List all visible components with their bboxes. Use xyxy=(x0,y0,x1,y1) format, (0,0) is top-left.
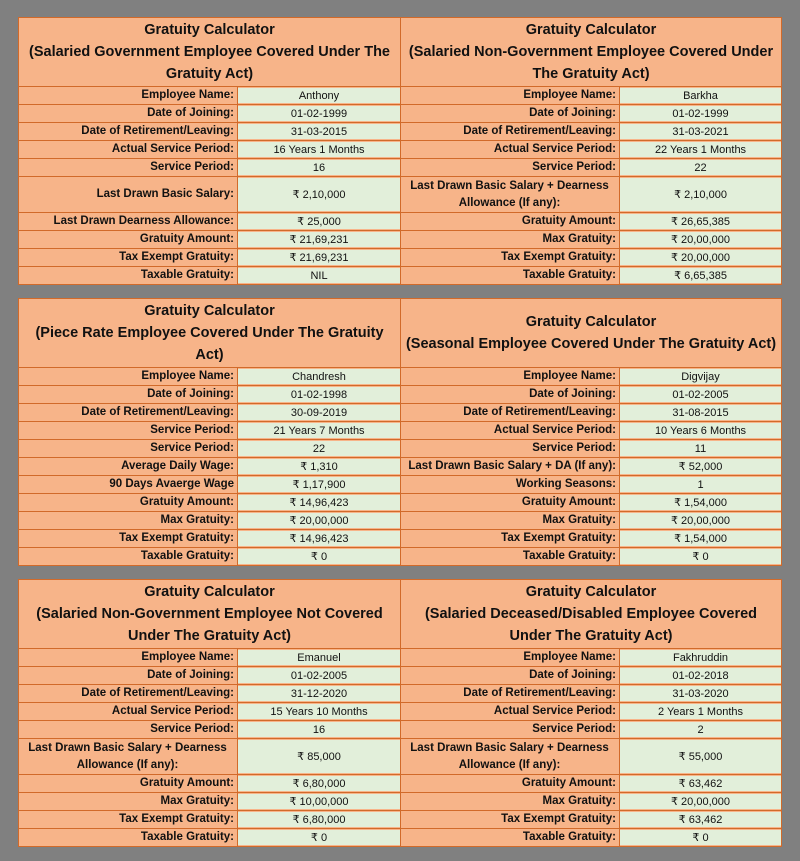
row-tax-exempt xyxy=(401,249,781,267)
label: Gratuity Amount: xyxy=(19,494,238,511)
label: Last Drawn Basic Salary + DA (If any): xyxy=(401,458,620,475)
calculator-block-2 xyxy=(18,298,782,566)
label: Tax Exempt Gratuity: xyxy=(19,530,238,547)
calc-header xyxy=(401,18,781,87)
date-of-joining-input[interactable]: 01-02-2005 xyxy=(238,668,400,683)
row-service-period xyxy=(19,159,400,177)
row-tax-exempt xyxy=(401,811,781,829)
row-date-of-joining xyxy=(401,105,781,123)
label: Date of Retirement/Leaving: xyxy=(19,123,238,140)
row-date-of-retirement xyxy=(19,123,400,141)
actual-service-period-value: 16 Years 1 Months xyxy=(238,142,400,157)
date-of-retirement-input[interactable]: 31-03-2020 xyxy=(620,686,781,701)
row-actual-service-period xyxy=(19,422,400,440)
label: Gratuity Amount: xyxy=(19,775,238,792)
gratuity-amount-value: ₹ 21,69,231 xyxy=(238,232,400,247)
row-90-days-wage xyxy=(19,476,400,494)
employee-name-input[interactable]: Barkha xyxy=(620,88,781,103)
row-gratuity-amount xyxy=(401,775,781,793)
label: Taxable Gratuity: xyxy=(401,267,620,284)
gratuity-amount-value: ₹ 1,54,000 xyxy=(620,495,781,510)
calc-subtitle: (Salaried Government Employee Covered Under The Gratuity Act) xyxy=(29,44,390,82)
service-period-value: 2 xyxy=(620,722,781,737)
ninety-days-wage-value: ₹ 1,17,900 xyxy=(238,477,400,492)
label: Taxable Gratuity: xyxy=(19,829,238,846)
label: Tax Exempt Gratuity: xyxy=(19,811,238,828)
label: Service Period: xyxy=(19,721,238,738)
label: Employee Name: xyxy=(401,87,620,104)
calc-header xyxy=(19,299,400,368)
row-date-of-retirement xyxy=(19,685,400,703)
row-max-gratuity xyxy=(401,231,781,249)
label: Taxable Gratuity: xyxy=(19,267,238,284)
calc-title: Gratuity Calculator xyxy=(525,314,657,330)
taxable-value: ₹ 0 xyxy=(238,830,400,845)
calc-title: Gratuity Calculator xyxy=(525,584,657,600)
basic-salary-input[interactable]: ₹ 2,10,000 xyxy=(620,178,781,211)
date-of-joining-input[interactable]: 01-02-2018 xyxy=(620,668,781,683)
row-date-of-joining xyxy=(19,667,400,685)
actual-service-period-value: 10 Years 6 Months xyxy=(620,423,781,438)
tax-exempt-value: ₹ 1,54,000 xyxy=(620,531,781,546)
label: Gratuity Amount: xyxy=(19,231,238,248)
row-actual-service-period xyxy=(401,703,781,721)
gratuity-amount-value: ₹ 63,462 xyxy=(620,776,781,791)
gratuity-amount-value: ₹ 26,65,385 xyxy=(620,214,781,229)
row-employee-name xyxy=(401,87,781,105)
label: Max Gratuity: xyxy=(19,793,238,810)
label: Service Period: xyxy=(19,422,238,439)
gratuity-amount-value: ₹ 14,96,423 xyxy=(238,495,400,510)
label: Date of Joining: xyxy=(19,386,238,403)
label: Date of Retirement/Leaving: xyxy=(401,685,620,702)
label: Service Period: xyxy=(19,440,238,457)
basic-salary-input[interactable]: ₹ 52,000 xyxy=(620,459,781,474)
date-of-retirement-input[interactable]: 31-12-2020 xyxy=(238,686,400,701)
row-gratuity-amount xyxy=(19,494,400,512)
taxable-value: ₹ 0 xyxy=(238,549,400,564)
label: Taxable Gratuity: xyxy=(401,548,620,565)
basic-salary-input[interactable]: ₹ 2,10,000 xyxy=(238,178,400,211)
calc-deceased-disabled xyxy=(400,580,781,846)
date-of-retirement-input[interactable]: 30-09-2019 xyxy=(238,405,400,420)
label: Max Gratuity: xyxy=(401,793,620,810)
calc-header xyxy=(19,18,400,87)
row-taxable xyxy=(19,829,400,846)
label: Gratuity Amount: xyxy=(401,494,620,511)
calc-header xyxy=(401,580,781,649)
date-of-joining-input[interactable]: 01-02-1999 xyxy=(620,106,781,121)
row-gratuity-amount xyxy=(19,231,400,249)
row-actual-service-period xyxy=(19,141,400,159)
calc-title: Gratuity Calculator xyxy=(144,584,275,600)
date-of-joining-input[interactable]: 01-02-1998 xyxy=(238,387,400,402)
actual-service-period-value: 22 Years 1 Months xyxy=(620,142,781,157)
label: Actual Service Period: xyxy=(19,703,238,720)
row-actual-service-period xyxy=(19,703,400,721)
label: Service Period: xyxy=(401,440,620,457)
row-max-gratuity xyxy=(19,512,400,530)
label: Date of Retirement/Leaving: xyxy=(401,404,620,421)
label: Service Period: xyxy=(401,159,620,176)
row-actual-service-period xyxy=(401,141,781,159)
dearness-allowance-input[interactable]: ₹ 25,000 xyxy=(238,214,400,229)
row-date-of-joining xyxy=(19,386,400,404)
label: Actual Service Period: xyxy=(401,703,620,720)
label: Last Drawn Basic Salary: xyxy=(19,177,238,212)
calc-piece-rate xyxy=(19,299,400,565)
label: Employee Name: xyxy=(19,649,238,666)
max-gratuity-value: ₹ 20,00,000 xyxy=(620,232,781,247)
calc-title: Gratuity Calculator xyxy=(525,22,657,38)
row-taxable xyxy=(401,548,781,565)
label: 90 Days Avaerge Wage xyxy=(19,476,238,493)
row-employee-name xyxy=(401,368,781,386)
calc-subtitle: (Salaried Non-Government Employee Covered Under The Gratuity Act) xyxy=(408,44,774,82)
calculator-block-3 xyxy=(18,579,782,847)
row-tax-exempt xyxy=(401,530,781,548)
row-date-of-joining xyxy=(401,667,781,685)
employee-name-input[interactable]: Anthony xyxy=(238,88,400,103)
calc-non-government-not-covered xyxy=(19,580,400,846)
row-date-of-retirement xyxy=(401,685,781,703)
max-gratuity-value: ₹ 20,00,000 xyxy=(238,513,400,528)
row-dearness-allowance xyxy=(19,213,400,231)
date-of-retirement-input[interactable]: 31-03-2015 xyxy=(238,124,400,139)
row-service-period xyxy=(19,440,400,458)
label: Tax Exempt Gratuity: xyxy=(401,811,620,828)
row-service-period xyxy=(401,159,781,177)
label: Actual Service Period: xyxy=(401,141,620,158)
working-seasons-input[interactable]: 1 xyxy=(620,477,781,492)
tax-exempt-value: ₹ 21,69,231 xyxy=(238,250,400,265)
tax-exempt-value: ₹ 63,462 xyxy=(620,812,781,827)
calc-title: Gratuity Calculator xyxy=(144,22,275,38)
tax-exempt-value: ₹ 6,80,000 xyxy=(238,812,400,827)
calc-subtitle: (Salaried Non-Government Employee Not Covered Under The Gratuity Act) xyxy=(36,606,383,644)
date-of-joining-input[interactable]: 01-02-2005 xyxy=(620,387,781,402)
label: Gratuity Amount: xyxy=(401,213,620,230)
row-date-of-retirement xyxy=(401,404,781,422)
label: Service Period: xyxy=(19,159,238,176)
taxable-value: ₹ 6,65,385 xyxy=(620,268,781,283)
calc-subtitle: (Piece Rate Employee Covered Under The Gratuity Act) xyxy=(35,325,384,363)
row-date-of-joining xyxy=(401,386,781,404)
row-basic-salary-da xyxy=(401,458,781,476)
row-date-of-joining xyxy=(19,105,400,123)
row-max-gratuity xyxy=(19,793,400,811)
label: Date of Joining: xyxy=(401,105,620,122)
row-service-period xyxy=(19,721,400,739)
label: Date of Retirement/Leaving: xyxy=(19,685,238,702)
row-tax-exempt xyxy=(19,249,400,267)
taxable-value: ₹ 0 xyxy=(620,830,781,845)
calc-title: Gratuity Calculator xyxy=(144,303,275,319)
label: Date of Joining: xyxy=(401,667,620,684)
calculator-block-1 xyxy=(18,17,782,285)
service-period-value: 16 xyxy=(238,722,400,737)
row-service-period xyxy=(401,721,781,739)
row-employee-name xyxy=(19,87,400,105)
calc-subtitle: (Salaried Deceased/Disabled Employee Covered Under The Gratuity Act) xyxy=(424,606,758,644)
label: Gratuity Amount: xyxy=(401,775,620,792)
row-employee-name xyxy=(401,649,781,667)
label: Date of Joining: xyxy=(19,667,238,684)
row-employee-name xyxy=(19,368,400,386)
row-working-seasons xyxy=(401,476,781,494)
label: Actual Service Period: xyxy=(19,141,238,158)
calc-subtitle: (Seasonal Employee Covered Under The Gratuity Act) xyxy=(405,336,777,352)
tax-exempt-value: ₹ 14,96,423 xyxy=(238,531,400,546)
service-period-value: 22 xyxy=(620,160,781,175)
row-basic-salary-da xyxy=(19,739,400,775)
row-basic-salary-da xyxy=(401,177,781,213)
label: Employee Name: xyxy=(401,649,620,666)
row-taxable xyxy=(19,548,400,565)
actual-service-period-value: 2 Years 1 Months xyxy=(620,704,781,719)
service-period-value: 11 xyxy=(620,441,781,456)
calc-header xyxy=(401,299,781,368)
row-taxable xyxy=(401,267,781,284)
average-daily-wage-input[interactable]: ₹ 1,310 xyxy=(238,459,400,474)
label: Tax Exempt Gratuity: xyxy=(401,530,620,547)
calc-non-government-covered xyxy=(400,18,781,284)
label: Service Period: xyxy=(401,721,620,738)
date-of-joining-input[interactable]: 01-02-1999 xyxy=(238,106,400,121)
label: Working Seasons: xyxy=(401,476,620,493)
label: Taxable Gratuity: xyxy=(19,548,238,565)
row-basic-salary-da xyxy=(401,739,781,775)
max-gratuity-value: ₹ 20,00,000 xyxy=(620,794,781,809)
row-date-of-retirement xyxy=(401,123,781,141)
row-gratuity-amount xyxy=(401,494,781,512)
taxable-value: NIL xyxy=(238,268,400,283)
label: Date of Retirement/Leaving: xyxy=(401,123,620,140)
calc-government-covered xyxy=(19,18,400,284)
max-gratuity-value: ₹ 20,00,000 xyxy=(620,513,781,528)
actual-service-period-value: 15 Years 10 Months xyxy=(238,704,400,719)
basic-salary-input[interactable]: ₹ 85,000 xyxy=(238,740,400,773)
calc-seasonal xyxy=(400,299,781,565)
label: Employee Name: xyxy=(19,87,238,104)
row-service-period xyxy=(401,440,781,458)
date-of-retirement-input[interactable]: 31-08-2015 xyxy=(620,405,781,420)
employee-name-input[interactable]: Fakhruddin xyxy=(620,650,781,665)
row-tax-exempt xyxy=(19,811,400,829)
row-employee-name xyxy=(19,649,400,667)
row-average-daily-wage xyxy=(19,458,400,476)
employee-name-input[interactable]: Chandresh xyxy=(238,369,400,384)
label: Average Daily Wage: xyxy=(19,458,238,475)
label: Last Drawn Dearness Allowance: xyxy=(19,213,238,230)
label: Date of Joining: xyxy=(401,386,620,403)
date-of-retirement-input[interactable]: 31-03-2021 xyxy=(620,124,781,139)
label: Actual Service Period: xyxy=(401,422,620,439)
calc-header xyxy=(19,580,400,649)
label: Tax Exempt Gratuity: xyxy=(19,249,238,266)
row-max-gratuity xyxy=(401,512,781,530)
label: Date of Retirement/Leaving: xyxy=(19,404,238,421)
tax-exempt-value: ₹ 20,00,000 xyxy=(620,250,781,265)
label: Employee Name: xyxy=(19,368,238,385)
row-gratuity-amount xyxy=(401,213,781,231)
row-tax-exempt xyxy=(19,530,400,548)
row-basic-salary xyxy=(19,177,400,213)
employee-name-input[interactable]: Emanuel xyxy=(238,650,400,665)
taxable-value: ₹ 0 xyxy=(620,549,781,564)
label: Last Drawn Basic Salary + Dearness Allowance (If any): xyxy=(401,177,620,212)
row-actual-service-period xyxy=(401,422,781,440)
service-period-value: 22 xyxy=(238,441,400,456)
row-date-of-retirement xyxy=(19,404,400,422)
row-max-gratuity xyxy=(401,793,781,811)
row-taxable xyxy=(401,829,781,846)
max-gratuity-value: ₹ 10,00,000 xyxy=(238,794,400,809)
label: Max Gratuity: xyxy=(401,512,620,529)
actual-service-period-value: 21 Years 7 Months xyxy=(238,423,400,438)
label: Taxable Gratuity: xyxy=(401,829,620,846)
label: Last Drawn Basic Salary + Dearness Allowance (If any): xyxy=(401,739,620,774)
label: Date of Joining: xyxy=(19,105,238,122)
service-period-value: 16 xyxy=(238,160,400,175)
basic-salary-input[interactable]: ₹ 55,000 xyxy=(620,740,781,773)
label: Employee Name: xyxy=(401,368,620,385)
row-gratuity-amount xyxy=(19,775,400,793)
label: Max Gratuity: xyxy=(19,512,238,529)
employee-name-input[interactable]: Digvijay xyxy=(620,369,781,384)
label: Last Drawn Basic Salary + Dearness Allowance (If any): xyxy=(19,739,238,774)
gratuity-amount-value: ₹ 6,80,000 xyxy=(238,776,400,791)
label: Tax Exempt Gratuity: xyxy=(401,249,620,266)
label: Max Gratuity: xyxy=(401,231,620,248)
row-taxable xyxy=(19,267,400,284)
